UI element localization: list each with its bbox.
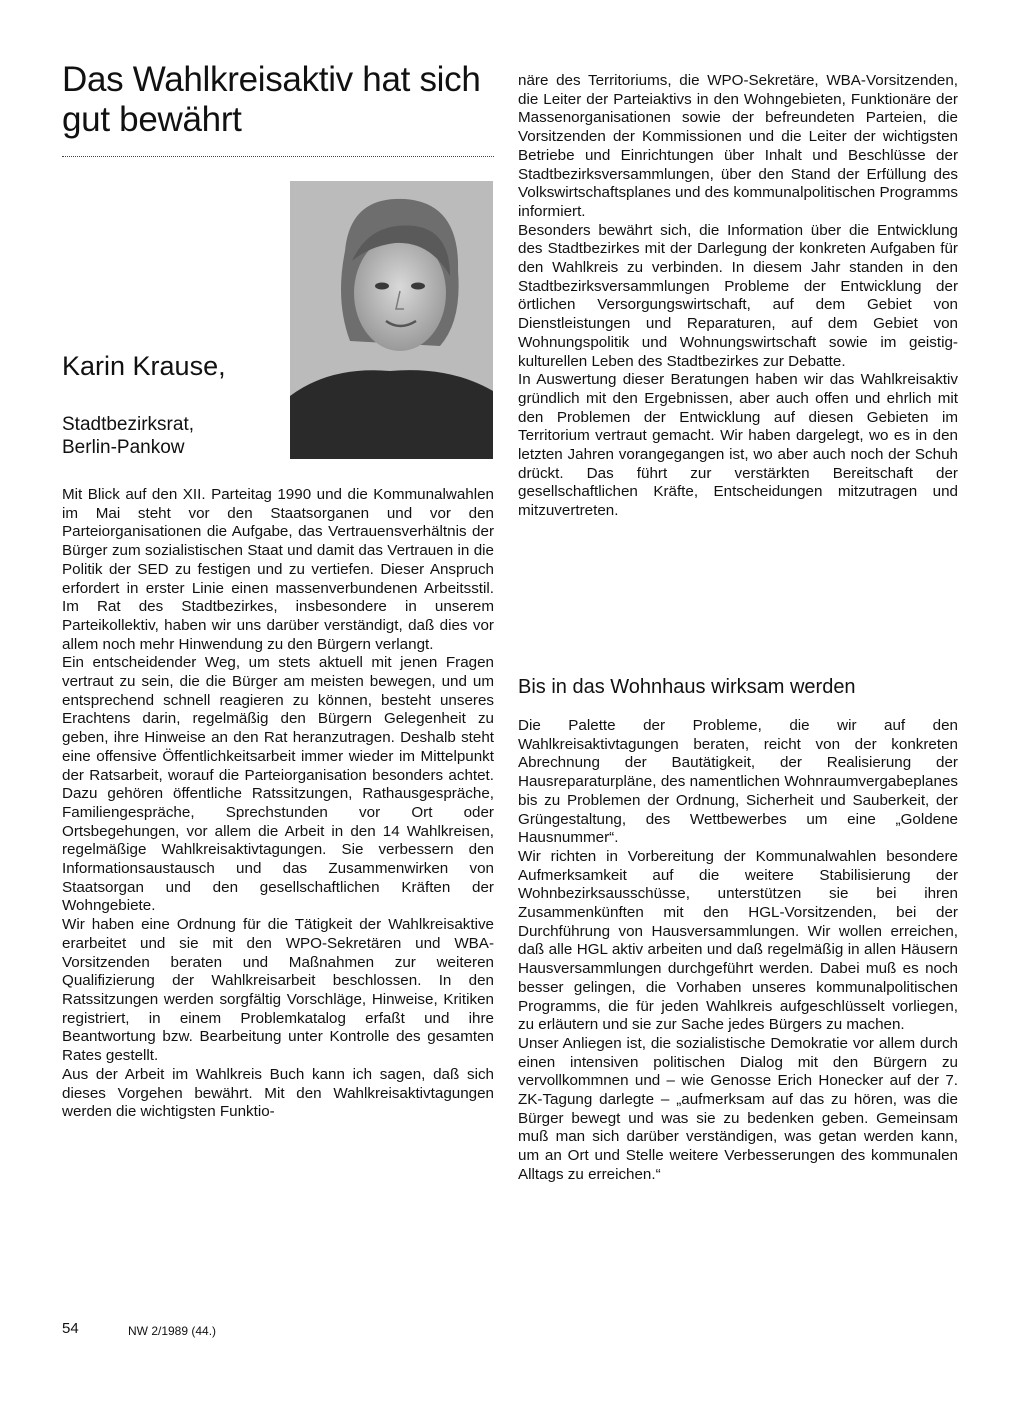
paragraph: Wir richten in Vorbereitung der Kommunalwahlen besondere Aufmerksamkeit auf die weitere Stabilisierung der Wohnbezirksausschüsse, unterstützen sie bei ihren Zusammenkünften mit den HGL-Vorsitzenden, bei der Durchführung von Hausversammlungen. Wir wollen erreichen, daß alle HGL aktiv arbeiten und daß regelmäßig in allen Häusern Hausversammlungen durchgeführt werden. Dabei muß es noch besser gelingen, die Vorhaben unseres kommunalpolitischen Programms, die für jeden Wahlkreis aufgeschlüsselt vorliegen, zu erläutern und sie zur Sache jedes Bürgers zu machen.: [518, 847, 958, 1034]
paragraph: Aus der Arbeit im Wahlkreis Buch kann ich sagen, daß sich dieses Vorgehen bewährt. Mit den Wahlkreisaktivtagungen werden die wichtigsten Funktio-: [62, 1065, 494, 1121]
paragraph: Wir haben eine Ordnung für die Tätigkeit der Wahlkreisaktive erarbeitet und sie mit den WPO-Sekretären und WBA-Vorsitzenden beraten und Maßnahmen zur weiteren Qualifizierung der Wahlkreisarbeit beschlossen. In den Ratssitzungen werden sorgfältig Vorschläge, Hinweise, Kritiken registriert, in einem Problemkatalog erfaßt und ihre Beantwortung bzw. Bearbeitung unter Kontrolle des gesamten Rates gestellt.: [62, 916, 494, 1065]
portrait-illustration: [290, 181, 493, 459]
right-column-text-top: [518, 72, 958, 521]
author-portrait-photo: [290, 181, 493, 459]
paragraph: näre des Territoriums, die WPO-Sekretäre, WBA-Vorsitzenden, die Leiter der Parteiaktivs in den Wohngebieten, Funktionäre der Massenorganisationen sowie der befreundeten Parteien, die Vorsitzenden der Kommissionen und die Leiter der wichtigsten Betriebe und Einrichtungen über Inhalt und Beschlüsse der Stadtbezirksversammlungen, über den Stand der Erfüllung des Volkswirtschaftsplanes und des kommunalpolitischen Programms informiert.: [518, 72, 958, 220]
paragraph: Die Palette der Probleme, die wir auf den Wahlkreisaktivtagungen beraten, reicht von der konkreten Abrechnung der Bautätigkeit, der Realisierung der Hausreparaturpläne, des namentlichen Wohnraumvergabeplanes bis zu Problemen der Ordnung, Sicherheit und Sauberkeit, der Grüngestaltung, des Wettbewerbes um eine „Goldene Hausnummer“.: [518, 717, 958, 847]
paragraph: Besonders bewährt sich, die Information über die Entwicklung des Stadtbezirkes mit der Darlegung der konkreten Aufgaben für den Wahlkreis zu verbinden. In diesem Jahr standen in den Stadtbezirksversammlungen Probleme der Entwicklung der örtlichen Versorgungswirtschaft, auf dem Gebiet von Dienstleistungen und Reparaturen, auf dem Gebiet von Wohnungspolitik und Wohnungswirtschaft sowie im geistig-kulturellen Leben des Stadtbezirkes zur Debatte.: [518, 221, 958, 370]
paragraph: Ein entscheidender Weg, um stets aktuell mit jenen Fragen vertraut zu sein, die die Bürger am meisten bewegen, und um entsprechend schnell reagieren zu können, besteht unseres Erachtens darin, regelmäßig den Bürgern Gelegenheit zu geben, ihre Hinweise an den Rat heranzutragen. Deshalb steht eine offensive Öffentlichkeitsarbeit immer wieder im Mittelpunkt der Ratsarbeit, worauf die Parteiorganisation besonders achtet. Dazu gehören öffentliche Ratssitzungen, Rathausgespräche, Familiengespräche, Sprechstunden vor Ort oder Ortsbegehungen, vor allem die Arbeit in den 14 Wahlkreisen, regelmäßige Wahlkreisaktivtagungen. Sie verbessern den Informationsaustausch und das Zusammenwirken von Staatsorgan und den gesellschaftlichen Kräften der Wohngebiete.: [62, 654, 494, 915]
author-role-title: Stadtbezirksrat,: [62, 414, 194, 435]
paragraph: Mit Blick auf den XII. Parteitag 1990 und die Kommunalwahlen im Mai steht vor den Staatsorganen und vor den Parteiorganisationen die Aufgabe, das Vertrauensverhältnis der Bürger zum sozialistischen Staat und damit das Vertrauen in die Politik der SED zu festigen und zu vertiefen. Dieser Anspruch erfordert in erster Linie einen massenverbundenen Arbeitsstil. Im Rat des Stadtbezirkes, insbesondere in unserem Parteikollektiv, haben wir uns darüber verständigt, daß dies vor allem noch mehr Hinwendung zu den Bürgern verlangt.: [62, 486, 494, 653]
title-divider: [62, 156, 494, 157]
article-title: Das Wahlkreisaktiv hat sich gut bewährt: [62, 60, 481, 139]
author-name: Karin Krause,: [62, 351, 226, 381]
paragraph: Unser Anliegen ist, die sozialistische Demokratie vor allem durch einen intensiven politischen Dialog mit den Bürgern zu vervollkommnen und – wie Genosse Erich Honecker auf der 7. ZK-Tagung darlegte – „aufmerksam auf das zu hören, was die Bürger bewegt und was sie zu bedenken geben. Gemeinsam muß man sich darüber verständigen, was getan werden kann, um an Ort und Stelle weitere Verbesserungen des kommunalen Alltags zu erreichen.“: [518, 1034, 958, 1183]
section-subheading: Bis in das Wohnhaus wirksam werden: [518, 676, 856, 698]
author-role: [62, 413, 282, 459]
author-role-location: Berlin-Pankow: [62, 437, 185, 458]
left-column-text: [62, 486, 494, 1122]
issue-label: NW 2/1989 (44.): [128, 1324, 217, 1338]
page-number: 54: [62, 1320, 79, 1337]
right-column-text-bottom: [518, 717, 958, 1185]
paragraph: In Auswertung dieser Beratungen haben wir das Wahlkreisaktiv gründlich mit den Ergebnissen, aber auch offen und ehrlich mit den Problemen der Entwicklung auf diesen Gebieten im Territorium vertraut gemacht. Wir haben dargelegt, wo es in den letzten Jahren vorangegangen ist, wo aber auch noch der Schuh drückt. Das führt zur verstärkten Bereitschaft der gesellschaftlichen Kräfte, Entscheidungen mitzutragen und mitzuvertreten.: [518, 371, 958, 520]
